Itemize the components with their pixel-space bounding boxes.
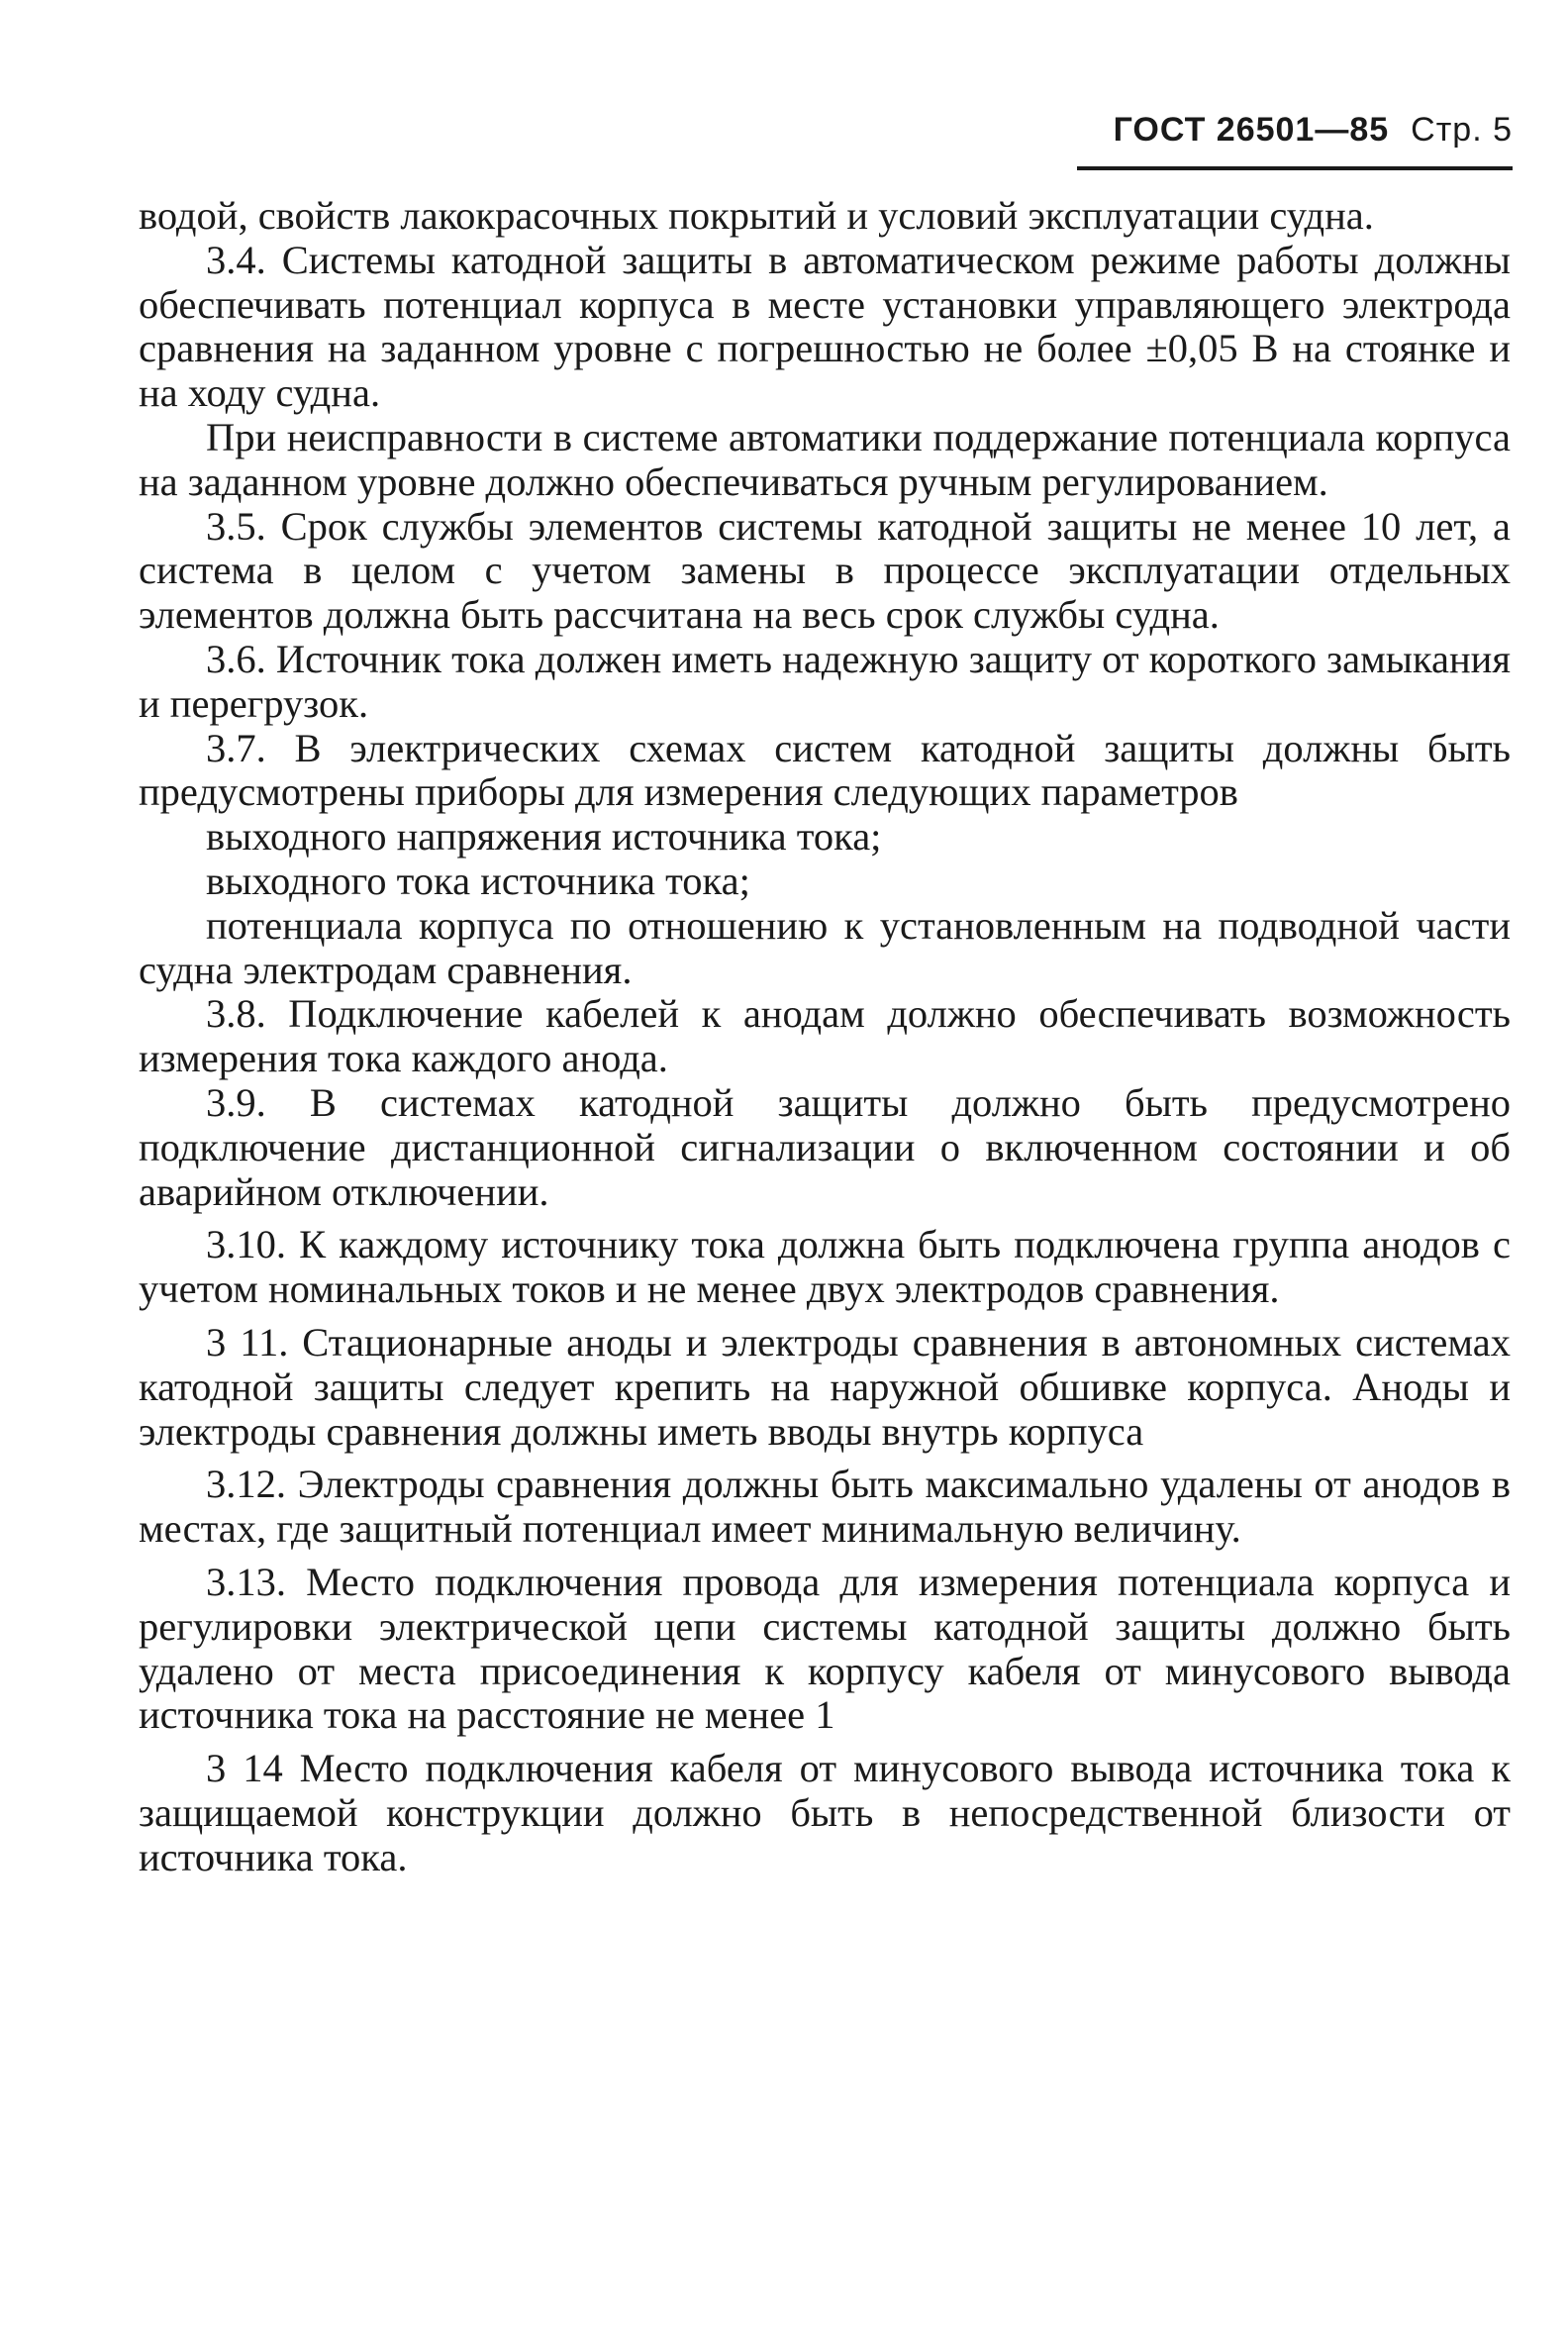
list-item: потенциала корпуса по отношению к установленным на подводной части судна электродам сравнения. [139,902,1511,992]
paragraph-3-5: 3.5. Срок службы элементов системы катодной защиты не менее 10 лет, а система в целом с учетом замены в процессе эксплуатации отдельных элементов должна быть рассчитана на весь срок службы судна. [139,503,1511,638]
paragraph-3-12: 3.12. Электроды сравнения должны быть максимально удалены от анодов в местах, где защитный потенциал имеет минимальную величину. [139,1462,1511,1552]
paragraph-3-9: 3.9. В системах катодной защиты должно быть предусмотрено подключение дистанционной сигнализации о включенном состоянии и об аварийном отключении. [139,1079,1511,1214]
document-body [139,194,1511,1879]
paragraph-3-10: 3.10. К каждому источнику тока должна быть подключена группа анодов с учетом номинальных токов и не менее двух электродов сравнения. [139,1222,1511,1312]
page-header [919,111,1513,150]
header-rule [1077,166,1513,170]
list-item: выходного напряжения источника тока; [206,814,882,860]
paragraph-3-14: 3 14 Место подключения кабеля от минусового вывода источника тока к защищаемой конструкции должно быть в непосредственной близости от источника тока. [139,1746,1511,1879]
paragraph-3-4: 3.4. Системы катодной защиты в автоматическом режиме работы должны обеспечивать потенциал корпуса в месте установки управляющего электрода сравнения на заданном уровне с погрешностью не более ±0,05 В на стоянке и на ходу судна. [139,237,1511,416]
list-item: выходного тока источника тока; [206,858,750,903]
paragraph-3-7: 3.7. В электрических схемах систем катодной защиты должны быть предусмотрены приборы для измерения следующих параметров [139,725,1511,815]
paragraph-continuation: водой, свойств лакокрасочных покрытий и условий эксплуатации судна. [139,193,1374,238]
standard-number: ГОСТ 26501—85 [1113,111,1390,149]
paragraph-3-6: 3.6. Источник тока должен иметь надежную защиту от короткого замыкания и перегрузок. [139,636,1511,726]
paragraph-3-4-note: При неисправности в системе автоматики поддержание потенциала корпуса на заданном уровне должно обеспечиваться ручным регулированием. [139,414,1511,504]
paragraph-3-11: 3 11. Стационарные аноды и электроды сравнения в автономных системах катодной защиты следует крепить на наружной обшивке корпуса. Аноды и электроды сравнения должны иметь вводы внутрь корпуса [139,1319,1511,1454]
page-number: Стр. 5 [1411,111,1513,149]
paragraph-3-13: 3.13. Место подключения провода для измерения потенциала корпуса и регулировки электрической цепи системы катодной защиты должно быть удалено от места присоединения к корпусу кабеля от минусового вывода источника тока на расстояние не менее 1 [139,1559,1511,1738]
paragraph-3-8: 3.8. Подключение кабелей к анодам должно обеспечивать возможность измерения тока каждого анода. [139,991,1511,1081]
